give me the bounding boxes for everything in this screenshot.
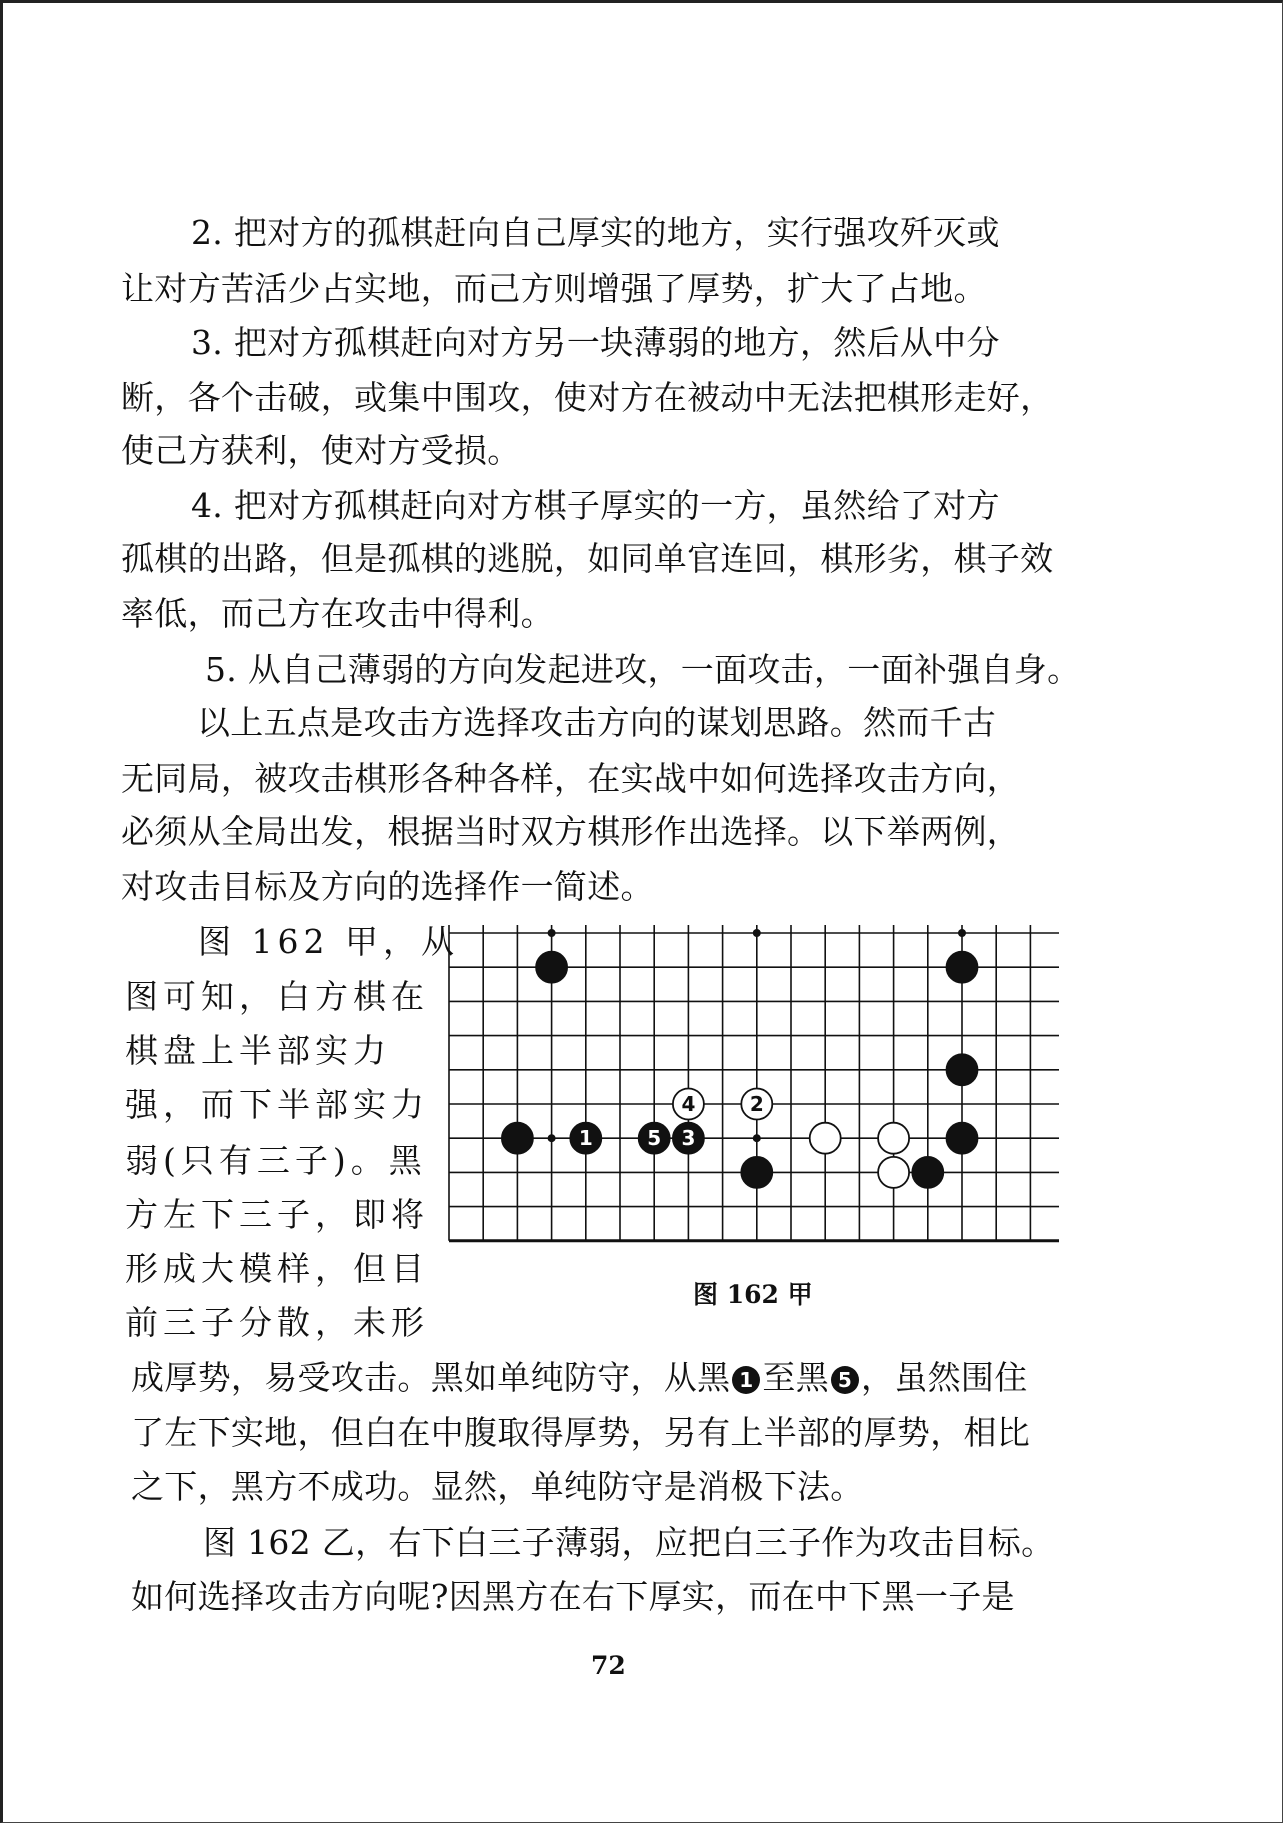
p7-line-1-c: ，虽然围住 xyxy=(861,1358,1028,1397)
white-stone-2 xyxy=(741,1089,772,1120)
p2-line-1: 2. 把对方的孤棋赶向自己厚实的地方，实行强攻歼灭或 xyxy=(191,213,1000,252)
stone-label: 3 xyxy=(681,1126,696,1151)
p6-line-3: 必须从全局出发，根据当时双方棋形作出选择。以下举两例， xyxy=(121,812,1021,851)
p7-line-2: 了左下实地，但白在中腹取得厚势，另有上半部的厚势，相比 xyxy=(131,1413,1031,1452)
side-line-2: 图可知，白方棋在 xyxy=(125,977,429,1016)
star-point xyxy=(958,929,966,937)
p4-line-1: 4. 把对方孤棋赶向对方棋子厚实的一方，虽然给了对方 xyxy=(191,486,1000,525)
black-stone-1 xyxy=(570,1123,601,1154)
page-number: 72 xyxy=(591,1651,626,1680)
white-stone xyxy=(878,1157,909,1188)
p7-line-1-b: 至黑 xyxy=(762,1358,830,1397)
black-stone-5 xyxy=(639,1123,670,1154)
stone-label: 1 xyxy=(578,1126,593,1151)
side-line-5: 弱(只有三子)。黑 xyxy=(125,1141,427,1180)
p6-line-1: 以上五点是攻击方选择攻击方向的谋划思路。然而千古 xyxy=(197,703,997,742)
inline-black-stone-5: 5 xyxy=(831,1366,859,1394)
black-stone xyxy=(536,952,567,983)
p2-line-2: 让对方苦活少占实地，而己方则增强了厚势，扩大了占地。 xyxy=(121,269,987,308)
p7-line-1-a: 成厚势，易受攻击。黑如单纯防守，从黑 xyxy=(131,1358,731,1397)
inline-black-stone-1: 1 xyxy=(732,1366,760,1394)
p6-line-4: 对攻击目标及方向的选择作一简述。 xyxy=(121,867,654,906)
star-point xyxy=(548,1134,556,1142)
star-point xyxy=(753,929,761,937)
p8-line-1: 图 162 乙，右下白三子薄弱，应把白三子作为攻击目标。 xyxy=(203,1523,1055,1562)
p4-line-3: 率低，而己方在攻击中得利。 xyxy=(121,594,554,633)
go-board-diagram xyxy=(443,923,1059,1255)
black-stone xyxy=(912,1157,943,1188)
star-point xyxy=(548,929,556,937)
figure-caption: 图 162 甲 xyxy=(693,1280,813,1309)
stone-label: 4 xyxy=(681,1092,696,1116)
black-stone xyxy=(502,1123,533,1154)
p3-line-3: 使己方获利，使对方受损。 xyxy=(121,431,521,470)
white-stone-4 xyxy=(673,1089,704,1120)
p7-line-3: 之下，黑方不成功。显然，单纯防守是消极下法。 xyxy=(131,1467,864,1506)
side-line-1: 图 162 甲，从 xyxy=(198,922,459,961)
p7-line-1 xyxy=(131,1358,1028,1398)
side-line-6: 方左下三子，即将 xyxy=(125,1195,429,1234)
side-line-4: 强，而下半部实力 xyxy=(125,1085,429,1124)
side-line-7: 形成大模样，但目 xyxy=(125,1249,429,1288)
p4-line-2: 孤棋的出路，但是孤棋的逃脱，如同单官连回，棋形劣，棋子效 xyxy=(121,539,1054,578)
p5-line-1: 5. 从自己薄弱的方向发起进攻，一面攻击，一面补强自身。 xyxy=(205,650,1081,689)
p3-line-2: 断，各个击破，或集中围攻，使对方在被动中无法把棋形走好， xyxy=(121,378,1054,417)
star-point xyxy=(753,1134,761,1142)
p8-line-2: 如何选择攻击方向呢?因黑方在右下厚实，而在中下黑一子是 xyxy=(131,1577,1015,1616)
side-line-3: 棋盘上半部实力 xyxy=(125,1031,391,1070)
stone-label: 5 xyxy=(647,1126,662,1151)
side-line-8: 前三子分散，未形 xyxy=(125,1303,429,1342)
p3-line-1: 3. 把对方孤棋赶向对方另一块薄弱的地方，然后从中分 xyxy=(191,323,1000,362)
black-stone xyxy=(947,1123,978,1154)
white-stone xyxy=(878,1123,909,1154)
black-stone xyxy=(947,1054,978,1085)
p6-line-2: 无同局，被攻击棋形各种各样，在实战中如何选择攻击方向， xyxy=(121,759,1021,798)
stone-label: 2 xyxy=(749,1092,764,1116)
black-stone-3 xyxy=(673,1123,704,1154)
black-stone xyxy=(947,952,978,983)
black-stone xyxy=(741,1157,772,1188)
white-stone xyxy=(810,1123,841,1154)
